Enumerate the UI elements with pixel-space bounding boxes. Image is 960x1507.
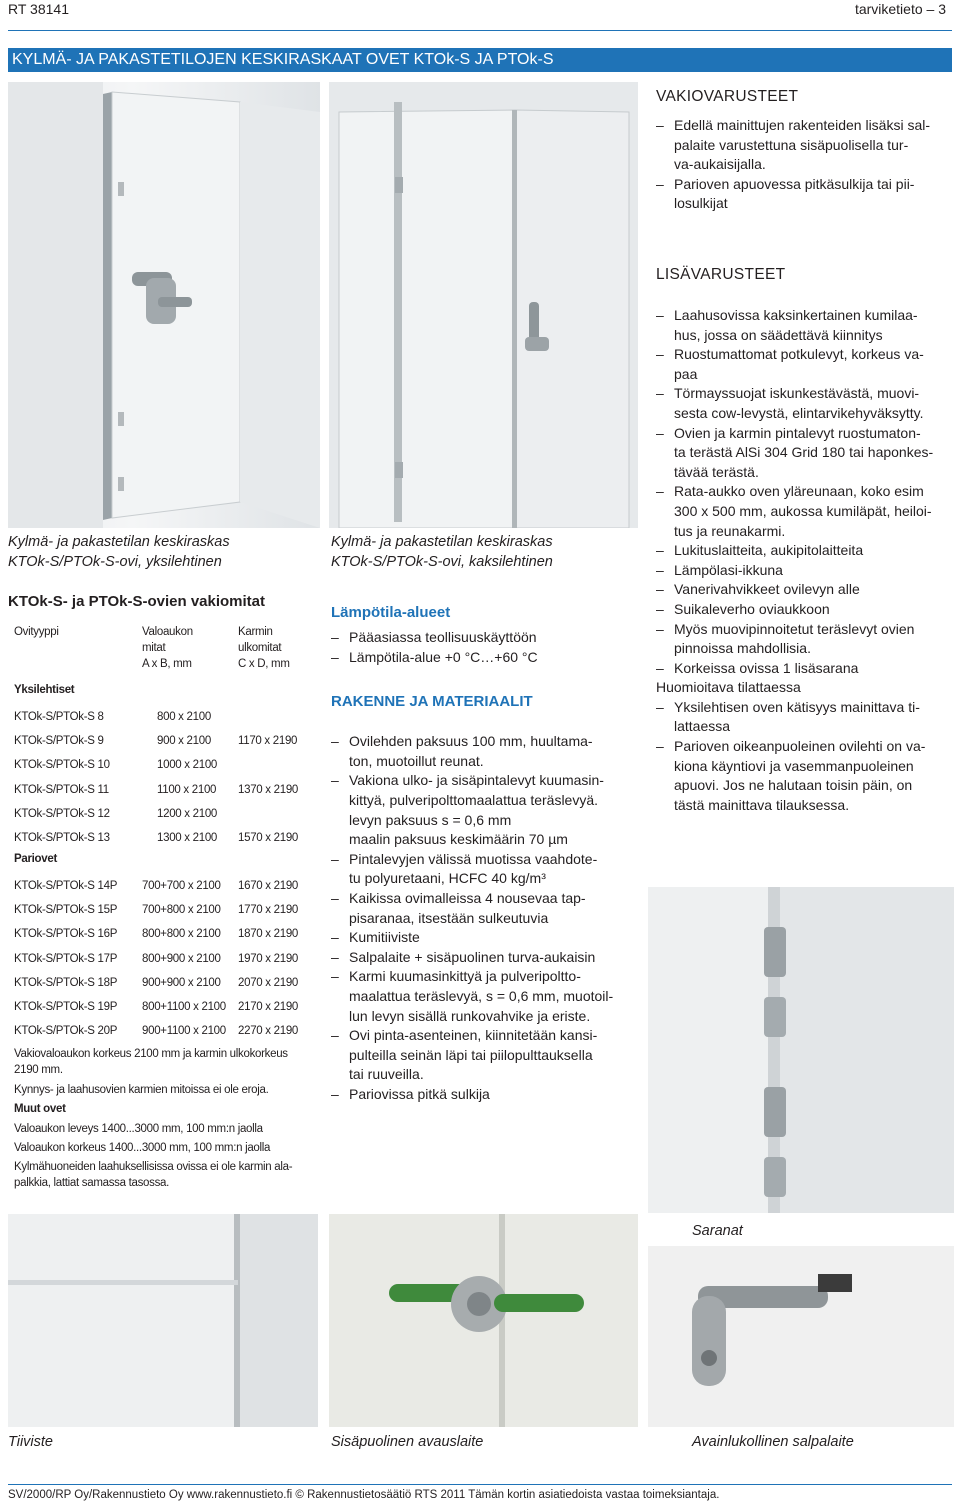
- list-line: – Pintalevyjen välissä muotissa vaahdote-: [331, 850, 631, 870]
- list-line: – Vanerivahvikkeet ovilevyn alle: [656, 580, 954, 600]
- list-line: lattaessa: [674, 718, 731, 735]
- list-line: levyn paksuus s = 0,6 mm: [349, 811, 512, 828]
- dims-row: KTOk-S/PTOk-S 8 800 x 2100: [14, 711, 211, 723]
- dims-header: Ovityyppi Valoaukon Karmin: [14, 626, 273, 638]
- list-line: – Karmi kuumasinkittyä ja pulveripoltto-: [331, 967, 631, 987]
- card-page-label: tarviketieto – 3: [854, 1, 946, 17]
- dims-row: KTOk-S/PTOk-S 11 1100 x 2100 1370 x 2190: [14, 783, 299, 796]
- caption-inner-release: Sisäpuolinen avauslaite: [331, 1434, 484, 1450]
- caption-double-door: Kylmä- ja pakastetilan keskiraskas KTOk-S/PTOk-S-ovi, kaksilehtinen: [331, 534, 553, 570]
- dims-row: KTOk-S/PTOk-S 20P 900+1100 x 2100 2270 x 2190: [14, 1025, 299, 1038]
- list-line: – Yksilehtisen oven kätisyys mainittava ti-: [656, 698, 954, 718]
- card-code: RT 38141: [8, 1, 69, 17]
- note-height: Vakiovaloaukon korkeus 2100 mm ja karmin ulkokorkeus: [14, 1048, 288, 1060]
- standard-list: [656, 116, 954, 214]
- list-line: – Ruostumattomat potkulevyt, korkeus va-: [656, 345, 954, 365]
- dims-row: KTOk-S/PTOk-S 10 1000 x 2100: [14, 759, 218, 772]
- caption-seal: Tiiviste: [8, 1434, 53, 1450]
- list-line: – Törmayssuojat iskunkestävästä, muovi-: [656, 384, 954, 404]
- dims-row: KTOk-S/PTOk-S 18P 900+900 x 2100 2070 x 2190: [14, 976, 299, 989]
- group-double: Pariovet: [14, 853, 57, 865]
- list-line: losulkijat: [674, 195, 728, 212]
- list-line: – Parioven apuovessa pitkäsulkija tai pii-: [656, 175, 954, 195]
- list-line: – Parioven oikeanpuoleinen ovilehti on va-: [656, 737, 954, 757]
- list-line: va-aukaisijalla.: [674, 156, 766, 173]
- list-line: – Laahusovissa kaksinkertainen kumilaa-: [656, 306, 954, 326]
- dims-row: KTOk-S/PTOk-S 16P 800+800 x 2100 1870 x 2190: [14, 928, 299, 941]
- list-line: pisaranaa, itsestään sulkeutuvia: [349, 909, 549, 926]
- footer-text: SV/2000/RP Oy/Rakennustieto Oy www.rakennustieto.fi © Rakennustietosäätiö RTS 2011 Tämän kortin asiatiedoista vastaa toimeksiantaja.: [8, 1489, 720, 1501]
- list-line: – Myös muovipinnoitetut teräslevyt ovien: [656, 620, 954, 640]
- temperature-title: Lämpötila-alueet: [331, 604, 451, 621]
- list-line: – Edellä mainittujen rakenteiden lisäksi sal-: [656, 116, 954, 136]
- list-line: – Salpalaite + sisäpuolinen turva-aukaisin: [331, 948, 631, 968]
- list-line: tai ruuveilla.: [349, 1066, 424, 1083]
- hinge-photo: [648, 887, 954, 1213]
- dims-row: KTOk-S/PTOk-S 19P 800+1100 x 2100 2170 x 2190: [14, 1001, 299, 1013]
- list-line: sesta cow-levystä, elintarvikehyväksytty.: [674, 404, 924, 421]
- list-line: Huomioitava tilattaessa: [656, 679, 801, 696]
- standard-title: VAKIOVARUSTEET: [656, 88, 799, 105]
- dims-title: KTOk-S- ja PTOk-S-ovien vakiomitat: [8, 593, 266, 610]
- list-line: tu polyuretaani, HCFC 40 kg/m³: [349, 870, 546, 887]
- footer-rule: [8, 1484, 952, 1485]
- list-line: – Pariovissa pitkä sulkija: [331, 1085, 631, 1105]
- list-line: – Kaikissa ovimalleissa 4 nousevaa tap-: [331, 889, 631, 909]
- list-line: pinnoissa mahdollisia.: [674, 640, 811, 657]
- single-door-photo: [8, 82, 320, 528]
- list-line: lun levyn sisällä runkovahvike ja eriste.: [349, 1007, 591, 1024]
- dims-row: KTOk-S/PTOk-S 17P 800+900 x 2100 1970 x 2190: [14, 952, 299, 965]
- dims-row: KTOk-S/PTOk-S 9 900 x 2100 1170 x 2190: [14, 735, 298, 748]
- list-line: – Rata-aukko oven yläreunaan, koko esim: [656, 482, 954, 502]
- materials-list: [331, 732, 631, 1104]
- list-line: – Ovien ja karmin pintalevyt ruostumaton-: [656, 424, 954, 444]
- list-line: paa: [674, 365, 698, 382]
- list-line: 300 x 500 mm, aukossa kumiläpät, heiloi-: [674, 502, 932, 519]
- dims-row: KTOk-S/PTOk-S 12 1200 x 2100: [14, 807, 218, 820]
- list-line: – Vakiona ulko- ja sisäpintalevyt kuumasin-: [331, 771, 631, 791]
- caption-hinges: Saranat: [692, 1223, 743, 1239]
- dims-row: KTOk-S/PTOk-S 14P 700+700 x 2100 1670 x 2190: [14, 880, 299, 892]
- list-line: – Ovilehden paksuus 100 mm, huultama-: [331, 732, 631, 752]
- dims-row: KTOk-S/PTOk-S 13 1300 x 2100 1570 x 2190: [14, 832, 299, 844]
- list-line: – Ovi pinta-asenteinen, kiinnitetään kansi-: [331, 1026, 631, 1046]
- list-line: kittyä, pulveripolttomaalattua teräslevyä.: [349, 791, 599, 808]
- right-column: [656, 88, 954, 813]
- group-single: Yksilehtiset: [14, 684, 75, 696]
- list-line: tus ja reunakarmi.: [674, 522, 786, 539]
- double-door-photo: [329, 82, 638, 528]
- list-line: apuovi. Jos ne halutaan toisin päin, on: [674, 777, 913, 794]
- key-latch-photo: [648, 1246, 954, 1427]
- temp-item: – Pääasiassa teollisuuskäyttöön: [331, 628, 631, 648]
- list-line: – Lukituslaitteita, aukipitolaitteita: [656, 541, 954, 561]
- list-line: tästä mainittava tilauksessa.: [674, 796, 850, 813]
- list-line: – Suikaleverho oviaukkoon: [656, 600, 954, 620]
- list-line: maalattua teräslevyä, s = 0,6 mm, muotoil-: [349, 987, 614, 1004]
- temp-item: – Lämpötila-alue +0 °C…+60 °C: [331, 648, 631, 668]
- extras-title: LISÄVARUSTEET: [656, 266, 786, 283]
- seal-photo: [8, 1214, 318, 1427]
- extras-list: [656, 306, 954, 815]
- note-thresholds: Kynnys- ja laahusovien karmien mitoissa ei ole eroja.: [14, 1084, 269, 1096]
- list-line: pulteilla seinän läpi tai piilopulttauksella: [349, 1046, 593, 1063]
- dims-row: KTOk-S/PTOk-S 15P 700+800 x 2100 1770 x 2190: [14, 904, 299, 917]
- header-rule: [8, 30, 952, 31]
- list-line: maalin paksuus keskimäärin 70 µm: [349, 831, 568, 848]
- middle-column: [331, 604, 631, 1104]
- list-line: – Kumitiiviste: [331, 928, 631, 948]
- other-doors-title: Muut ovet: [14, 1103, 66, 1115]
- list-line: tävää terästä.: [674, 463, 759, 480]
- caption-key-latch: Avainlukollinen salpalaite: [692, 1434, 854, 1450]
- title-banner: KYLMÄ- JA PAKASTETILOJEN KESKIRASKAAT OVET KTOk-S JA PTOk-S: [8, 48, 952, 72]
- dims-table: Ovityyppi Valoaukon Karmin mitat ulkomitat A x B, mm C x D, mm Yksilehtiset KTOk-S/PTOk-S 8 800 x 2100 KTOk-S/PTOk-S 9 900 x 2100 1170 x 2190 KTOk-S/PTOk-S 10 1000 x 2100 KTOk-S/PTOk-S 11 1100 x 2100 1370 x 2190 KTOk-S/PTOk-S 12 1200 x 2100 KTOk-S/PTOk-S 13 1300 x 2100 1570 x 2190 Pariovet KTOk-S/PTOk-S 14P 700+700 x 2100 1670 x 2190 KTOk-S/PTOk-S 15P 700+800 x 2100 1770 x 2190 KTOk-S/PTOk-S 16P 800+800 x 2100 1870 x 2190 KTOk-S/PTOk-S 17P 800+900 x 2100 1970 x 2190 KTOk-S/PTOk-S 18P 900+900 x 2100 2070 x 2190 KTOk-S/PTOk-S 19P 800+1100 x 2100 2170 x 2190 KTOk-S/PTOk-S 20P 900+1100 x 2100 2270 x 2190 Vakiovaloaukon korkeus 2100 mm ja karmin ulkokorkeus 2190 mm. Kynnys- ja laahusovien karmien mitoissa ei ole eroja. Muut ovet Valoaukon leveys 1400...3000 mm, 100 mm:n jaolla Valoaukon korkeus 1400...3000 mm, 100 mm:n jaolla Kylmähuoneiden laahuksellisissa ovissa ei ole karmin ala- palkkia, lattiat samassa tasossa.: [14, 626, 314, 1196]
- list-line: hus, jossa on säädettävä kiinnitys: [674, 326, 883, 343]
- list-line: – Lämpölasi-ikkuna: [656, 561, 954, 581]
- list-line: kiona käyntiovi ja vasemmanpuoleinen: [674, 757, 914, 774]
- inner-release-photo: [329, 1214, 638, 1427]
- list-line: – Korkeissa ovissa 1 lisäsarana: [656, 659, 954, 679]
- list-line: ta terästä AlSi 304 Grid 180 tai haponkes-: [674, 444, 934, 461]
- materials-title: RAKENNE JA MATERIAALIT: [331, 693, 533, 711]
- caption-single-door: Kylmä- ja pakastetilan keskiraskas KTOk-S/PTOk-S-ovi, yksilehtinen: [8, 534, 230, 570]
- list-line: ton, muotoillut reunat.: [349, 752, 484, 769]
- list-line: palaite varustettuna sisäpuolisella tur-: [674, 136, 909, 153]
